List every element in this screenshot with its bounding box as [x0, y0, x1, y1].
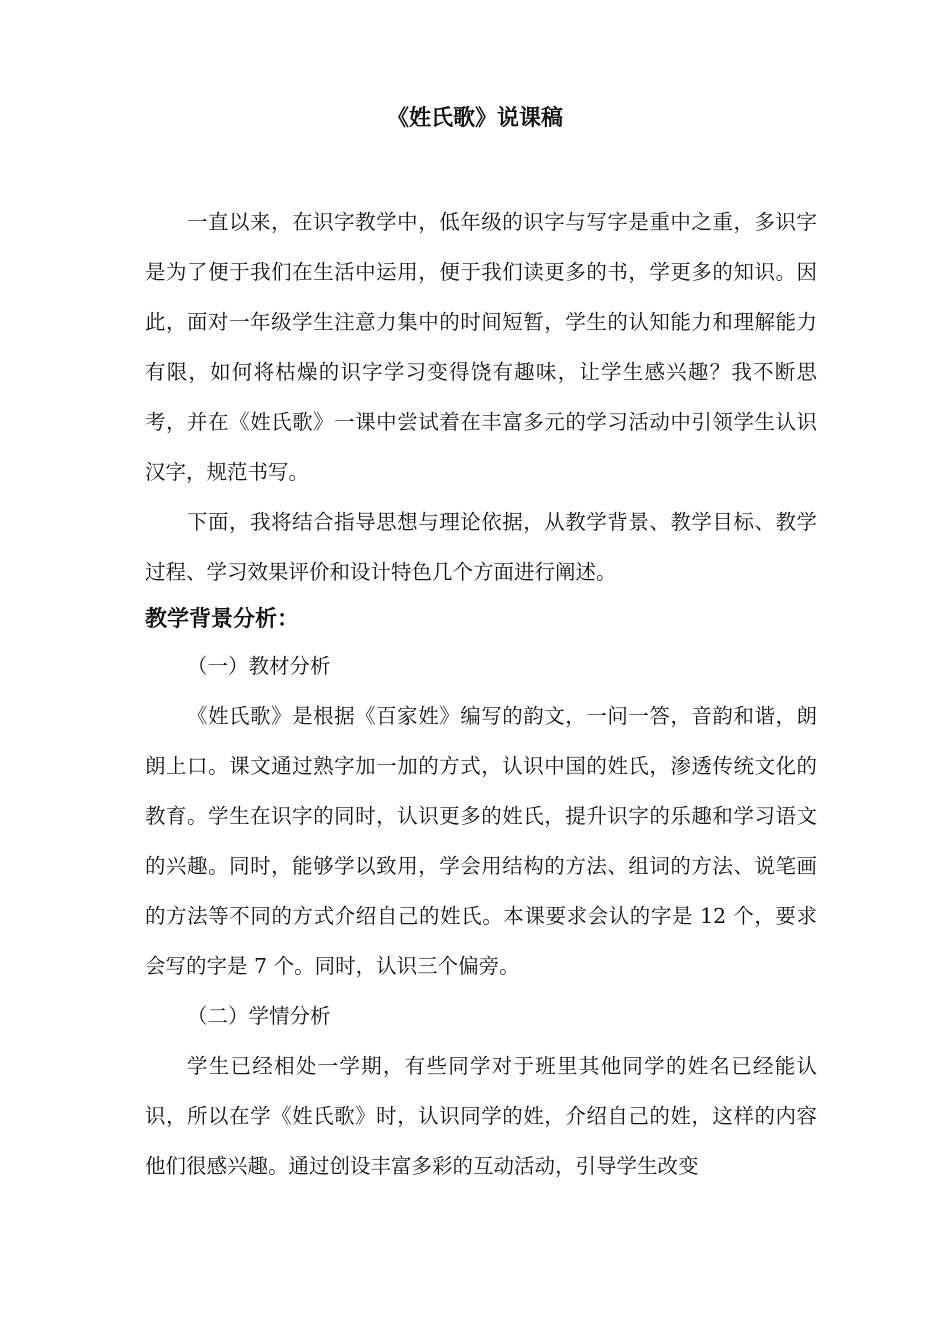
overview-paragraph: 下面，我将结合指导思想与理论依据，从教学背景、教学目标、教学过程、学习效果评价和设计特色几个方面进行阐述。 — [145, 510, 817, 584]
section-heading: 教学背景分析： — [145, 606, 300, 632]
subheading-textbook-analysis: （一）教材分析 — [187, 654, 331, 678]
intro-paragraph: 一直以来，在识字教学中，低年级的识字与写字是重中之重，多识字是为了便于我们在生活中运用，便于我们读更多的书，学更多的知识。因此，面对一年级学生注意力集中的时间短暂，学生的认知能力和理解能力有限，如何将枯燥的识字学习变得饶有趣味，让学生感兴趣？我不断思考，并在《姓氏歌》一课中尝试着在丰富多元的学习活动中引领学生认识汉字，规范书写。 — [145, 210, 817, 484]
subheading-student-analysis: （二）学情分析 — [187, 1004, 331, 1028]
student-analysis-paragraph: 学生已经相处一学期，有些同学对于班里其他同学的姓名已经能认识，所以在学《姓氏歌》时，认识同学的姓，介绍自己的姓，这样的内容他们很感兴趣。通过创设丰富多彩的互动活动，引导学生改变 — [145, 1054, 817, 1178]
document-body — [145, 197, 817, 1191]
document-title: 《姓氏歌》说课稿 — [386, 105, 563, 131]
textbook-analysis-paragraph: 《姓氏歌》是根据《百家姓》编写的韵文，一问一答，音韵和谐，朗朗上口。课文通过熟字加一加的方式，认识中国的姓氏，渗透传统文化的教育。学生在识字的同时，认识更多的姓氏，提升识字的乐趣和学习语文的兴趣。同时，能够学以致用，学会用结构的方法、组词的方法、说笔画的方法等不同的方式介绍自己的姓氏。本课要求会认的字是 12 个，要求会写的字是 7 个。同时，认识三个偏旁。 — [145, 704, 817, 978]
